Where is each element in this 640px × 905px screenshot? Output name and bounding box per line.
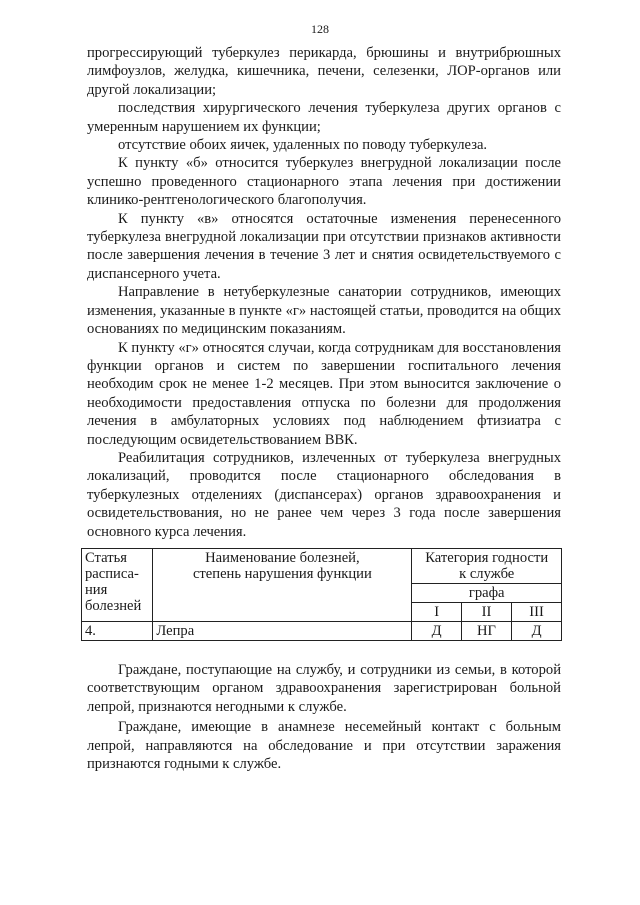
- header-col-2: II: [461, 603, 511, 622]
- body-text: [87, 44, 561, 541]
- paragraph: отсутствие обоих яичек, удаленных по поводу туберкулеза.: [118, 137, 488, 154]
- paragraph: Реабилитация сотрудников, излеченных от туберкулеза внегрудных локализаций, проводится после стационарного обследования в туберкулезных отделениях (диспансерах) органов здравоохранения и освидетельствования, но не ранее чем через 3 года после завершения основного курса лечения.: [87, 449, 561, 540]
- paragraph: К пункту «в» относятся остаточные изменения перенесенного туберкулеза внегрудной локализации при отсутствии признаков активности после завершения лечения в течение 3 лет и снятия освидетельствуемого с диспансерного учета.: [87, 210, 561, 282]
- row-disease-name: Лепра: [153, 622, 412, 641]
- header-article-cell: Статья расписа- ния болезней: [82, 549, 153, 622]
- row-category-1: Д: [412, 622, 462, 641]
- paragraph: последствия хирургического лечения туберкулеза других органов с умеренным нарушением их функции;: [87, 100, 561, 135]
- page-number: 128: [311, 22, 329, 36]
- header-col-1: I: [412, 603, 462, 622]
- row-category-2: НГ: [461, 622, 511, 641]
- header-name-cell: Наименование болезней, степень нарушения функции: [153, 549, 412, 622]
- disease-table: [81, 548, 562, 641]
- paragraph: К пункту «г» относятся случаи, когда сотрудникам для восстановления функции органов и систем по завершении госпитального лечения необходим срок не менее 1-2 месяцев. При этом выносится заключение о необходимости предоставления отпуска по болезни для продолжения лечения в амбулаторных условиях под наблюдением фтизиатра с последующим освидетельствованием ВВК.: [87, 339, 561, 448]
- row-article: 4.: [82, 622, 153, 641]
- header-category-cell: Категория годности к службе: [412, 549, 562, 584]
- paragraph: Граждане, поступающие на службу, и сотрудники из семьи, в которой соответствующим органом здравоохранения зарегистрирован больной лепрой, признаются негодными к службе.: [87, 662, 561, 715]
- header-graph-cell: графа: [412, 584, 562, 603]
- paragraph: Граждане, имеющие в анамнезе несемейный контакт с больным лепрой, направляются на обследование и при отсутствии заражения признаются годными к службе.: [87, 719, 561, 773]
- paragraph: К пункту «б» относится туберкулез внегрудной локализации после успешно проведенного стационарного этапа лечения при достижении клинико-рентгенологического благополучия.: [87, 155, 561, 209]
- table-header-row: [82, 549, 562, 584]
- paragraph: Направление в нетуберкулезные санатории сотрудников, имеющих изменения, указанные в пункте «г» настоящей статьи, проводится на общих основаниях по медицинским показаниям.: [87, 284, 561, 338]
- table-row: [82, 622, 562, 641]
- row-category-3: Д: [512, 622, 562, 641]
- header-col-3: III: [512, 603, 562, 622]
- after-table-text: [87, 661, 561, 773]
- paragraph: прогрессирующий туберкулез перикарда, брюшины и внутрибрюшных лимфоузлов, желудка, кишечника, печени, селезенки, ЛОР-органов или другой локализации;: [87, 45, 561, 98]
